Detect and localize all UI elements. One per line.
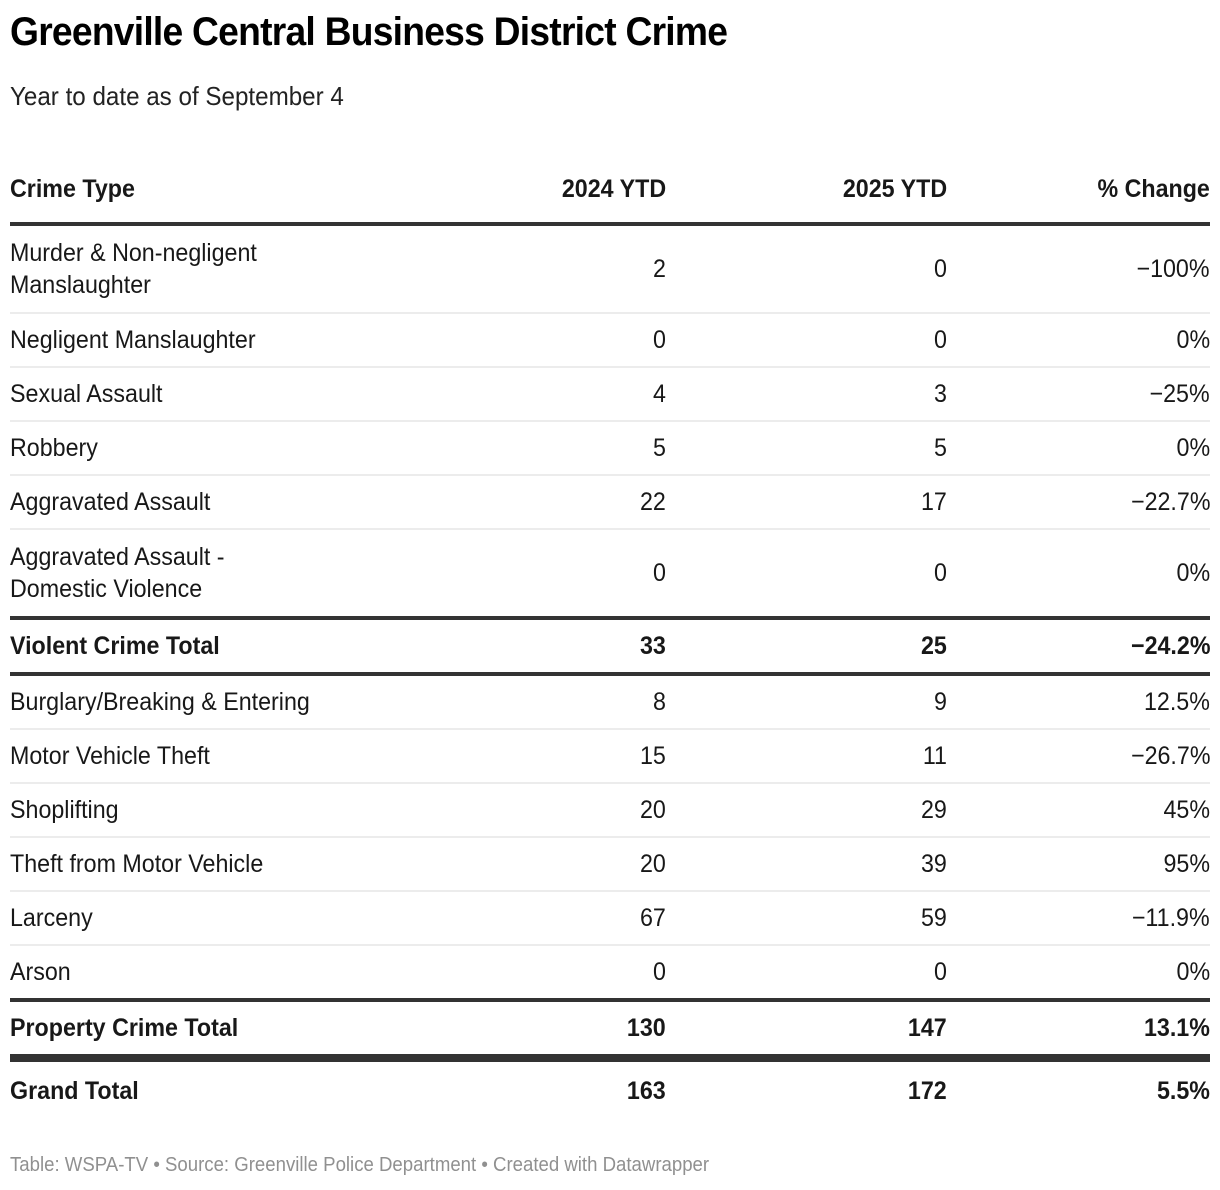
source-footer: Table: WSPA-TV • Source: Greenville Police Department • Created with Datawrapper (10, 1154, 710, 1176)
crime-type-cell: Larceny (10, 904, 93, 932)
ytd-2025-cell: 147 (908, 1013, 947, 1042)
table-row (10, 224, 1210, 313)
crime-type-cell: Murder & Non-negligent Manslaughter (10, 239, 257, 299)
ytd-2025-cell: 11 (922, 741, 947, 770)
property-crime-total-row (10, 1000, 1210, 1058)
ytd-2024-cell: 0 (653, 558, 666, 587)
crime-type-cell: Burglary/Breaking & Entering (10, 688, 310, 716)
ytd-2024-cell: 67 (640, 903, 666, 932)
ytd-2024-cell: 163 (627, 1076, 666, 1105)
grand-total-row (10, 1058, 1210, 1120)
percent-change-cell: −26.7% (1130, 741, 1210, 770)
crime-type-cell: Arson (10, 958, 71, 986)
percent-change-cell: 0% (1176, 558, 1210, 587)
crime-type-cell: Violent Crime Total (10, 631, 220, 660)
ytd-2025-cell: 29 (921, 795, 947, 824)
percent-change-cell: 0% (1176, 325, 1210, 354)
crime-type-cell: Motor Vehicle Theft (10, 742, 210, 770)
table-row (10, 837, 1210, 891)
ytd-2025-cell: 0 (934, 957, 947, 986)
percent-change-cell: 95% (1163, 849, 1210, 878)
ytd-2024-cell: 2 (653, 254, 666, 283)
ytd-2024-cell: 4 (653, 379, 666, 408)
ytd-2024-cell: 0 (653, 325, 666, 354)
table-row (10, 367, 1210, 421)
ytd-2025-cell: 0 (934, 558, 947, 587)
ytd-2025-cell: 3 (934, 379, 947, 408)
table-row (10, 891, 1210, 945)
percent-change-cell: 45% (1163, 795, 1210, 824)
ytd-2025-cell: 17 (921, 487, 947, 516)
ytd-2024-cell: 20 (640, 849, 666, 878)
table-row (10, 475, 1210, 529)
column-header-2025-ytd[interactable]: 2025 YTD (842, 174, 947, 203)
table-row (10, 529, 1210, 618)
percent-change-cell: −100% (1136, 254, 1210, 283)
ytd-2025-cell: 5 (934, 433, 947, 462)
column-header-2024-ytd[interactable]: 2024 YTD (561, 174, 666, 203)
ytd-2024-cell: 22 (640, 487, 666, 516)
crime-type-cell: Shoplifting (10, 796, 119, 824)
table-row (10, 313, 1210, 367)
ytd-2025-cell: 172 (908, 1076, 947, 1105)
crime-type-cell: Grand Total (10, 1076, 139, 1105)
crime-type-cell: Negligent Manslaughter (10, 326, 256, 354)
crime-type-cell: Aggravated Assault - Domestic Violence (10, 543, 225, 603)
percent-change-cell: 0% (1176, 957, 1210, 986)
ytd-2024-cell: 130 (627, 1013, 666, 1042)
crime-type-cell: Sexual Assault (10, 380, 163, 408)
percent-change-cell: −11.9% (1132, 903, 1210, 932)
table-body (10, 224, 1210, 1120)
crime-type-cell: Property Crime Total (10, 1013, 239, 1042)
percent-change-cell: 5.5% (1157, 1076, 1210, 1105)
ytd-2025-cell: 25 (921, 631, 947, 660)
chart-subtitle: Year to date as of September 4 (10, 81, 344, 111)
percent-change-cell: 13.1% (1144, 1013, 1210, 1042)
column-header-percent-change[interactable]: % Change (1097, 174, 1210, 203)
ytd-2024-cell: 8 (653, 687, 666, 716)
table-row (10, 729, 1210, 783)
ytd-2025-cell: 59 (921, 903, 947, 932)
table-row (10, 674, 1210, 729)
violent-crime-total-row (10, 618, 1210, 674)
percent-change-cell: −22.7% (1130, 487, 1210, 516)
crime-type-cell: Theft from Motor Vehicle (10, 850, 264, 878)
percent-change-cell: −25% (1149, 379, 1210, 408)
ytd-2024-cell: 33 (640, 631, 666, 660)
chart-title: Greenville Central Business District Crime (10, 10, 728, 54)
table-row (10, 783, 1210, 837)
crime-type-cell: Robbery (10, 434, 98, 462)
percent-change-cell: 0% (1176, 433, 1210, 462)
ytd-2024-cell: 20 (640, 795, 666, 824)
column-header-crime-type[interactable]: Crime Type (10, 174, 135, 203)
table-row (10, 421, 1210, 475)
ytd-2024-cell: 5 (653, 433, 666, 462)
ytd-2024-cell: 15 (640, 741, 666, 770)
ytd-2025-cell: 9 (934, 687, 947, 716)
crime-table (10, 160, 1210, 1120)
crime-type-cell: Aggravated Assault (10, 488, 211, 516)
table-header (10, 160, 1210, 224)
percent-change-cell: 12.5% (1144, 687, 1210, 716)
ytd-2025-cell: 0 (934, 254, 947, 283)
table-row (10, 945, 1210, 1000)
ytd-2025-cell: 39 (921, 849, 947, 878)
ytd-2024-cell: 0 (653, 957, 666, 986)
ytd-2025-cell: 0 (934, 325, 947, 354)
percent-change-cell: −24.2% (1130, 631, 1210, 660)
